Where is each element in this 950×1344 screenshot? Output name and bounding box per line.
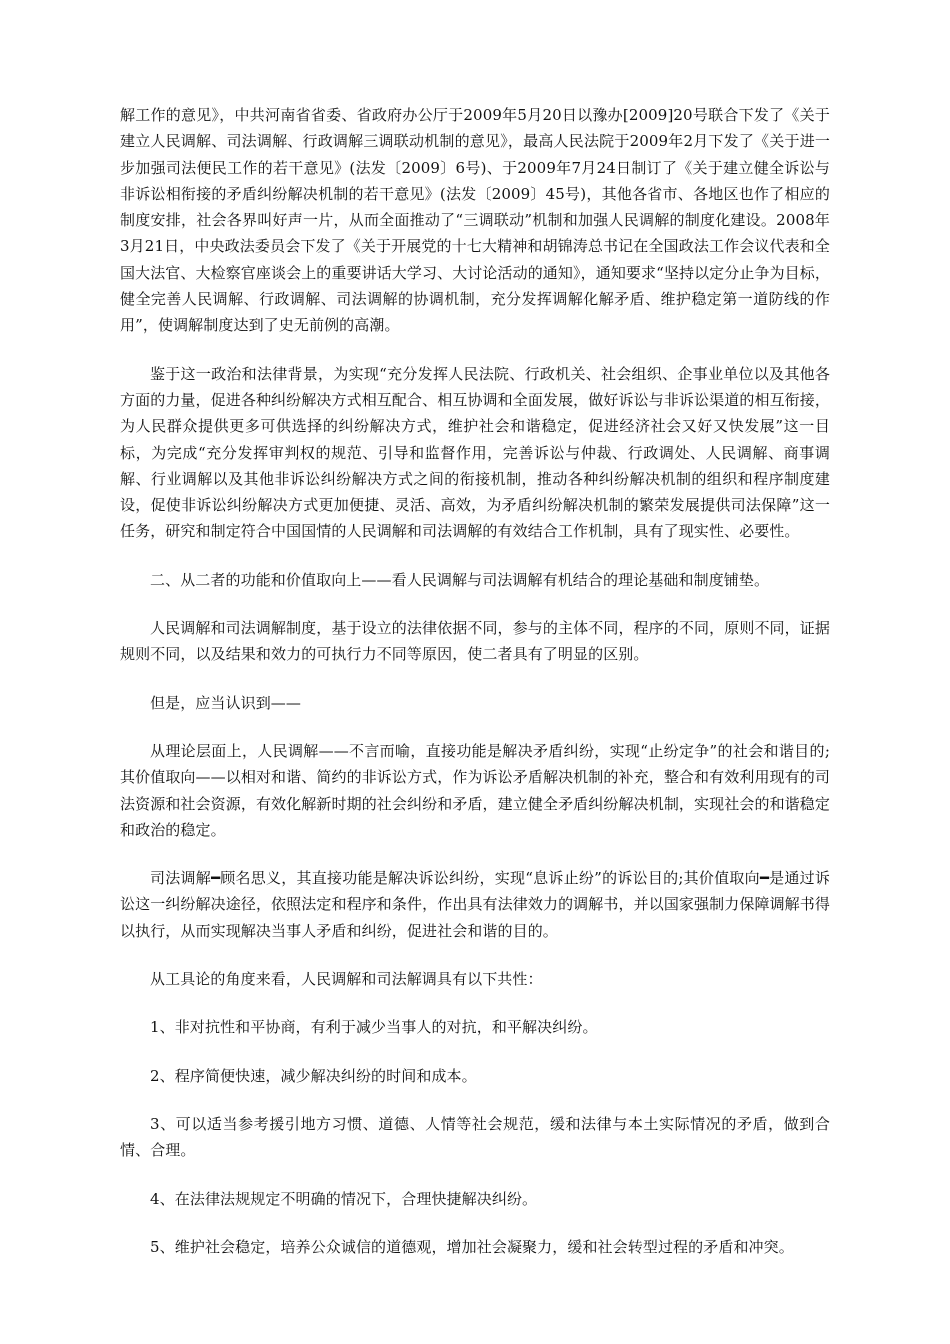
list-item-1: 1、非对抗性和平协商，有利于减少当事人的对抗，和平解决纠纷。: [150, 1018, 598, 1037]
section-heading: 二、从二者的功能和价值取向上——看人民调解与司法调解有机结合的理论基础和制度铺垫。: [150, 570, 770, 589]
paragraph-however: 但是，应当认识到——: [150, 693, 302, 712]
paragraph-continuation: 解工作的意见》，中共河南省省委、省政府办公厅于2009年5月20日以豫办[2009]20号联合下发了《关于建立人民调解、司法调解、行政调解三调联动机制的意见》，最高人民法院于2009年2月下发了《关于进一步加强司法便民工作的若干意见》(法发〔2009〕6号)、于2009年7月24日制订了《关于建立健全诉讼与非诉讼相衔接的矛盾纠纷解决机制的若干意见》(法发〔2009〕45号)，其他各省市、各地区也作了相应的制度安排，社会各界叫好声一片，从而全面推动了“三调联动”机制和加强人民调解的制度化建设。2008年3月21日，中央政法委员会下发了《关于开展党的十七大精神和胡锦涛总书记在全国政法工作会议代表和全国大法官、大检察官座谈会上的重要讲话大学习、大讨论活动的通知》，通知要求“坚持以定分止争为目标，健全完善人民调解、行政调解、司法调解的协调机制，充分发挥调解化解矛盾、维护稳定第一道防线的作用”，使调解制度达到了史无前例的高潮。: [120, 106, 830, 335]
list-item-3: 3、可以适当参考援引地方习惯、道德、人情等社会规范，缓和法律与本土实际情况的矛盾，做到合情、合理。: [120, 1114, 830, 1160]
list-item-4: 4、在法律法规规定不明确的情况下，合理快捷解决纠纷。: [150, 1189, 538, 1208]
paragraph-background: 鉴于这一政治和法律背景，为实现“充分发挥人民法院、行政机关、社会组织、企事业单位以及其他各方面的力量，促进各种纠纷解决方式相互配合、相互协调和全面发展，做好诉讼与非诉讼渠道的相互衔接，为人民群众提供更多可供选择的纠纷解决方式，维护社会和谐稳定，促进经济社会又好又快发展”这一目标，为完成“充分发挥审判权的规范、引导和监督作用，完善诉讼与仲裁、行政调处、人民调解、商事调解、行业调解以及其他非诉讼纠纷解决方式之间的衔接机制，推动各种纠纷解决机制的组织和程序制度建设，促使非诉讼纠纷解决方式更加便捷、灵活、高效，为矛盾纠纷解决机制的繁荣发展提供司法保障”这一任务，研究和制定符合中国国情的人民调解和司法调解的有效结合工作机制，具有了现实性、必要性。: [120, 364, 830, 541]
list-item-2: 2、程序简便快速，减少解决纠纷的时间和成本。: [150, 1066, 477, 1085]
list-item-5: 5、维护社会稳定，培养公众诚信的道德观，增加社会凝聚力，缓和社会转型过程的矛盾和冲突。: [150, 1237, 794, 1256]
paragraph-difference: 人民调解和司法调解制度，基于设立的法律依据不同，参与的主体不同，程序的不同，原则不同，证据规则不同，以及结果和效力的可执行力不同等原因，使二者具有了明显的区别。: [120, 619, 830, 664]
paragraph-commonality-intro: 从工具论的角度来看，人民调解和司法解调具有以下共性：: [150, 970, 543, 989]
paragraph-people-mediation: 从理论层面上，人民调解——不言而喻，直接功能是解决矛盾纠纷，实现“止纷定争”的社会和谐目的;其价值取向——以相对和谐、简约的非诉讼方式，作为诉讼矛盾解决机制的补充，整合和有效利用现有的司法资源和社会资源，有效化解新时期的社会纠纷和矛盾，建立健全矛盾纠纷解决机制，实现社会的和谐稳定和政治的稳定。: [120, 741, 830, 839]
paragraph-judicial-mediation: 司法调解━顾名思义，其直接功能是解决诉讼纠纷，实现“息诉止纷”的诉讼目的;其价值取向━是通过诉讼这一纠纷解决途径，依照法定和程序和条件，作出具有法律效力的调解书，并以国家强制力保障调解书得以执行，从而实现解决当事人矛盾和纠纷，促进社会和谐的目的。: [120, 869, 830, 940]
